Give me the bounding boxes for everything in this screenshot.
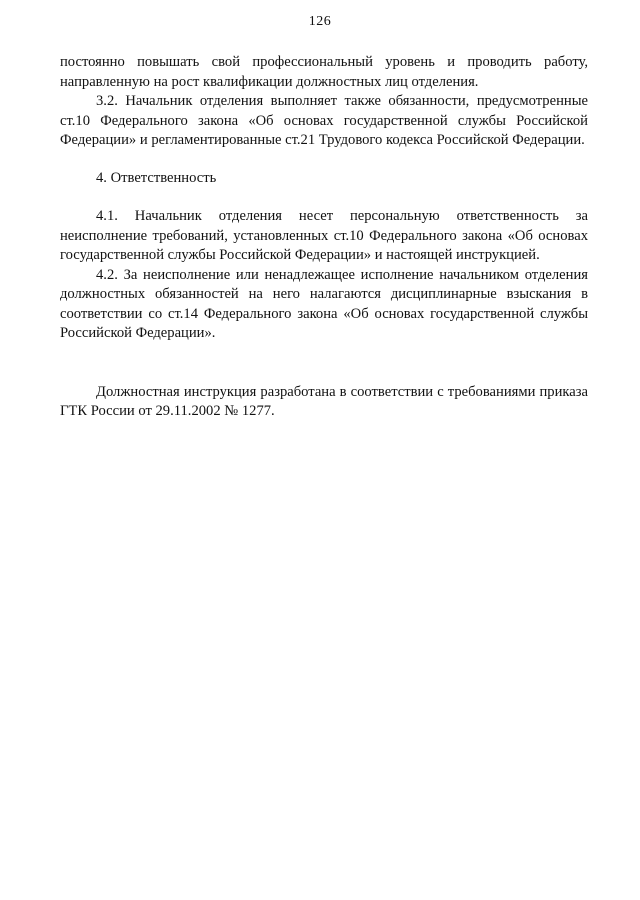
closing-note: Должностная инструкция разработана в соответствии с требованиями приказа ГТК России от 29.11.2002 № 1277.: [60, 383, 588, 419]
paragraph-4-2: 4.2. За неисполнение или ненадлежащее исполнение начальником отделения должностных обязанностей на него налагаются дисциплинарные взыскания в соответствии со ст.14 Федерального закона «Об основах государственной службы Российской Федерации».: [60, 266, 588, 341]
paragraph-3-2: 3.2. Начальник отделения выполняет также обязанности, предусмотренные ст.10 Федерального закона «Об основах государственной службы Российской Федерации» и регламентированные ст.21 Трудового кодекса Российской Федерации.: [60, 93, 588, 148]
document-body: [60, 53, 588, 422]
section-heading-responsibility: 4. Ответственность: [96, 169, 217, 186]
paragraph-4-1: 4.1. Начальник отделения несет персональную ответственность за неисполнение требований, установленных ст.10 Федерального закона «Об основах государственной службы Российской Федерации» и настоящей инструкцией.: [60, 208, 588, 263]
page-number: 126: [308, 14, 332, 29]
paragraph-continued: постоянно повышать свой профессиональный уровень и проводить работу, направленную на рост квалификации должностных лиц отделения.: [60, 54, 588, 90]
